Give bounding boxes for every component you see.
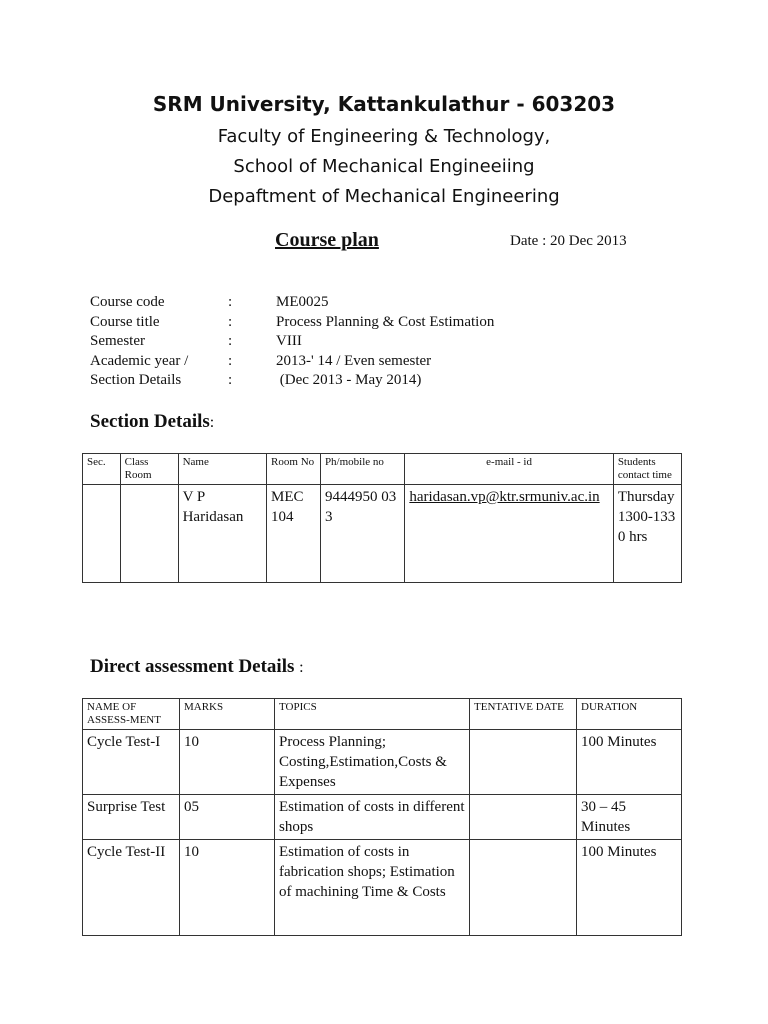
university-name: SRM University, Kattankulathur - 603203 <box>152 92 616 116</box>
cell-date <box>470 795 577 840</box>
table-header-row <box>83 454 682 485</box>
cell-assessment-name: Cycle Test-II <box>83 840 180 936</box>
cell-class-room <box>120 485 178 583</box>
cell-date <box>470 840 577 936</box>
direct-assessment-table <box>82 698 682 936</box>
table-row <box>83 840 682 936</box>
header-sec: Sec. <box>83 454 121 485</box>
cell-marks: 10 <box>180 840 275 936</box>
header-tentative-date: TENTATIVE DATE <box>470 699 577 730</box>
cell-duration: 100 Minutes <box>577 840 682 936</box>
cell-topics: Process Planning; Costing,Estimation,Costs & Expenses <box>275 730 470 795</box>
info-row-section-details <box>90 371 616 391</box>
cell-marks: 05 <box>180 795 275 840</box>
info-colon: : <box>228 294 233 310</box>
section-details-heading <box>90 411 214 433</box>
info-value: VIII <box>276 333 302 349</box>
header-assessment-name: NAME OF ASSESS-MENT <box>83 699 180 730</box>
cell-contact-time: Thursday 1300-1330 hrs <box>613 485 681 583</box>
table-row <box>83 795 682 840</box>
header-class-room: Class Room <box>120 454 178 485</box>
cell-marks: 10 <box>180 730 275 795</box>
section-details-table <box>82 453 682 583</box>
direct-assessment-title: Direct assessment Details <box>90 656 295 677</box>
cell-name: V P Haridasan <box>178 485 266 583</box>
cell-assessment-name: Surprise Test <box>83 795 180 840</box>
info-colon: : <box>228 372 233 388</box>
header-duration: DURATION <box>577 699 682 730</box>
info-colon: : <box>228 333 233 349</box>
cell-date <box>470 730 577 795</box>
table-row <box>83 485 682 583</box>
info-colon: : <box>228 352 233 369</box>
info-label: Section Details <box>90 372 182 388</box>
document-header <box>0 92 768 212</box>
info-value: ME0025 <box>276 294 329 310</box>
info-label: Academic year / <box>90 352 189 369</box>
cell-sec <box>83 485 121 583</box>
course-info-list <box>90 293 616 391</box>
email-link[interactable] <box>405 485 613 583</box>
info-value: Process Planning & Cost Estimation <box>276 313 495 330</box>
header-email: e-mail - id <box>405 454 613 485</box>
info-label: Semester <box>90 333 145 349</box>
header-topics: TOPICS <box>275 699 470 730</box>
info-value: (Dec 2013 - May 2014) <box>276 372 422 388</box>
info-value: 2013-' 14 / Even semester <box>276 352 432 369</box>
faculty-name: Faculty of Engineering & Technology, <box>217 126 551 147</box>
cell-assessment-name: Cycle Test-I <box>83 730 180 795</box>
section-details-title: Section Details <box>90 411 210 432</box>
email-text[interactable]: haridasan.vp@ktr.srmuniv.ac.in <box>409 489 600 505</box>
cell-duration: 30 – 45 Minutes <box>577 795 682 840</box>
cell-topics: Estimation of costs in fabrication shops; Estimation of machining Time & Costs <box>275 840 470 936</box>
table-header-row <box>83 699 682 730</box>
direct-assessment-heading <box>90 656 304 678</box>
section-details-colon: : <box>209 414 215 431</box>
info-row-course-code <box>90 293 616 313</box>
header-room-no: Room No <box>267 454 321 485</box>
cell-topics: Estimation of costs in different shops <box>275 795 470 840</box>
cell-duration: 100 Minutes <box>577 730 682 795</box>
cell-phone: 9444950 033 <box>320 485 404 583</box>
info-colon: : <box>228 313 233 330</box>
school-name: School of Mechanical Engineeiing <box>233 156 535 177</box>
info-label: Course code <box>90 294 165 310</box>
header-marks: MARKS <box>180 699 275 730</box>
course-plan-date: Date : 20 Dec 2013 <box>510 233 627 249</box>
info-row-academic-year <box>90 352 616 372</box>
info-label: Course title <box>90 313 160 330</box>
header-name: Name <box>178 454 266 485</box>
info-row-course-title <box>90 313 616 333</box>
info-row-semester <box>90 332 616 352</box>
course-plan-title: Course plan <box>275 229 379 251</box>
direct-assessment-colon: : <box>299 659 304 676</box>
cell-room-no: MEC 104 <box>267 485 321 583</box>
header-phone: Ph/mobile no <box>320 454 404 485</box>
header-contact-time: Students contact time <box>613 454 681 485</box>
department-name: Depaftment of Mechanical Engineering <box>208 186 560 207</box>
table-row <box>83 730 682 795</box>
